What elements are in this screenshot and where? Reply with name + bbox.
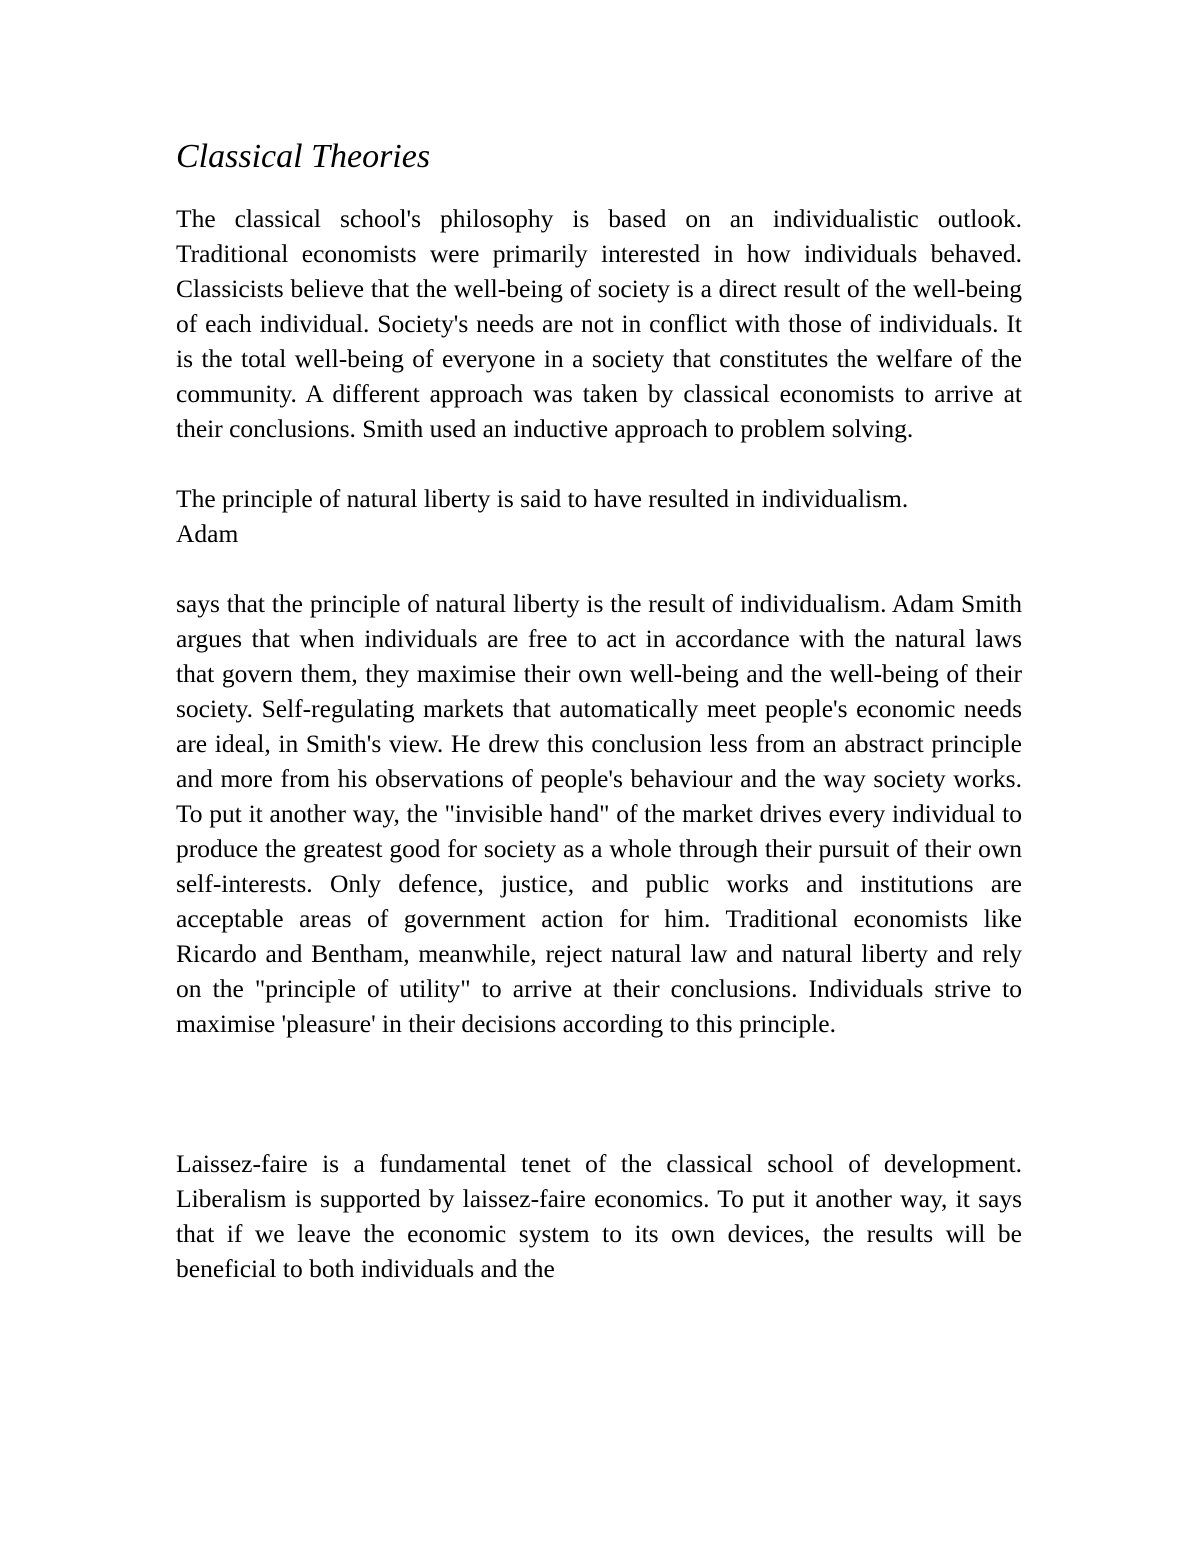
- paragraph-adam-fragment: Adam: [176, 519, 239, 548]
- paragraph-spacer: [176, 551, 1022, 586]
- document-title: Classical Theories: [176, 138, 431, 175]
- paragraph-individualism: The classical school's philosophy is based on an individualistic outlook. Traditional economists were primarily interested in how individuals behaved. Classicists believe that the well-being of society is a direct result of the well-being of each individual. Society's needs are not in conflict with those of individuals. It is the total well-being of everyone in a society that constitutes the welfare of the community. A different approach was taken by classical economists to arrive at their conclusions. Smith used an inductive approach to problem solving.: [176, 204, 1022, 443]
- paragraph-adam-smith: says that the principle of natural liberty is the result of individualism. Adam Smith argues that when individuals are free to act in accordance with the natural laws that govern them, they maximise their own well-being and the well-being of their society. Self-regulating markets that automatically meet people's economic needs are ideal, in Smith's view. He drew this conclusion less from an abstract principle and more from his observations of people's behaviour and the way society works. To put it another way, the "invisible hand" of the market drives every individual to produce the greatest good for society as a whole through their pursuit of their own self-interests. Only defence, justice, and public works and institutions are acceptable areas of government action for him. Traditional economists like Ricardo and Bentham, meanwhile, reject natural law and natural liberty and rely on the "principle of utility" to arrive at their conclusions. Individuals strive to maximise 'pleasure' in their decisions according to this principle.: [176, 589, 1022, 1038]
- paragraph-laissez-faire: Laissez-faire is a fundamental tenet of the classical school of development. Liberalism is supported by laissez-faire economics. To put it another way, it says that if we leave the economic system to its own devices, the results will be beneficial to both individuals and the: [176, 1149, 1022, 1283]
- document-body: [176, 130, 1022, 1286]
- paragraph-natural-liberty: The principle of natural liberty is said to have resulted in individualism.: [176, 484, 909, 513]
- paragraph-spacer: [176, 1041, 1022, 1146]
- paragraph-spacer: [176, 446, 1022, 481]
